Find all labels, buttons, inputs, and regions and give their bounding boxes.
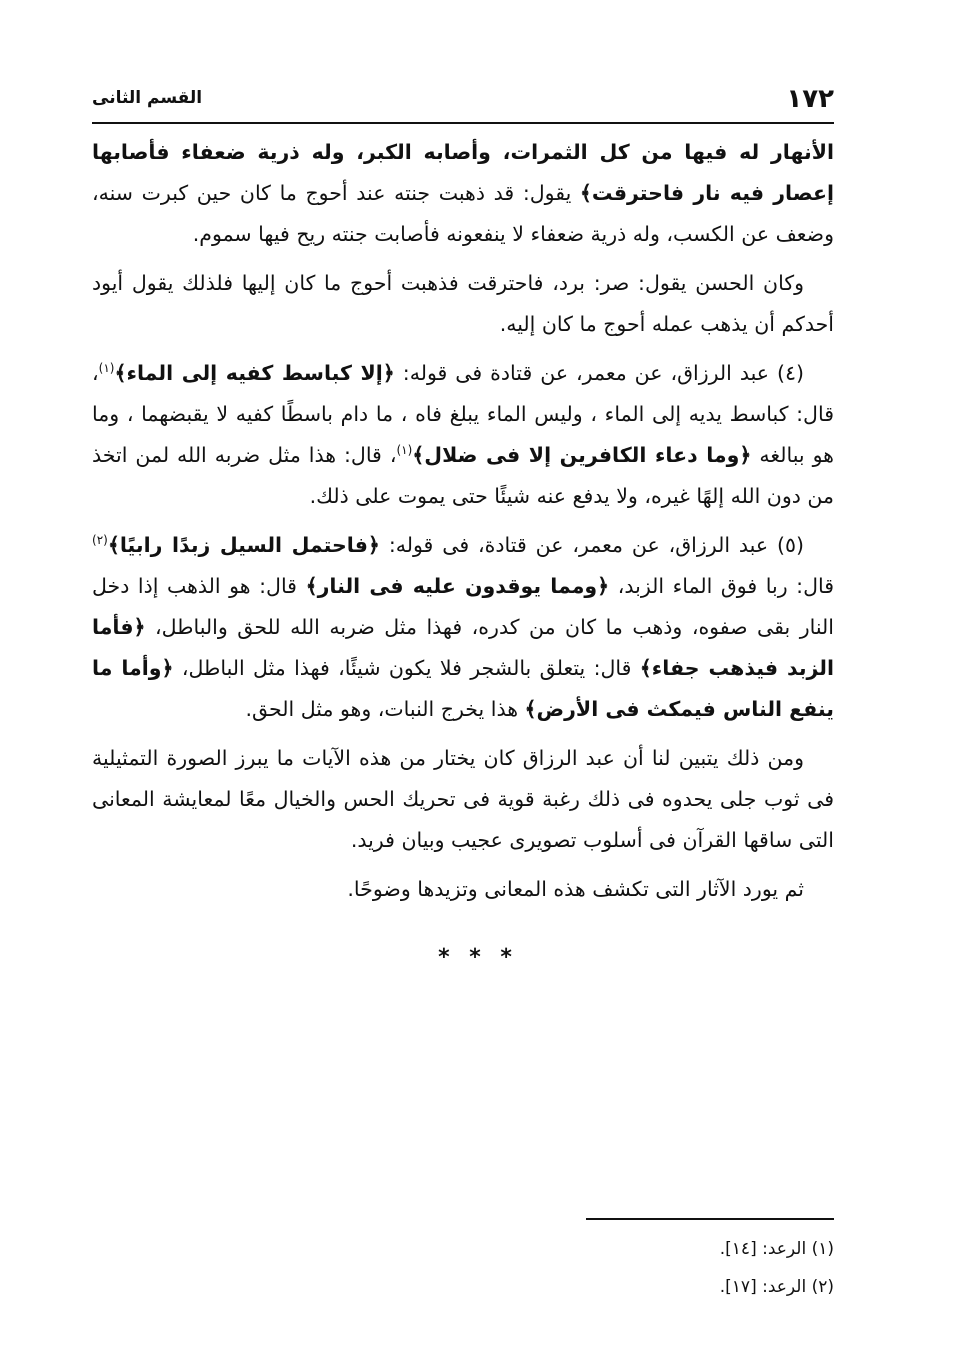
paragraph-text: ، قال: هذا مثل ضربه الله لمن اتخذ من دون الله إلهًا غيره، ولا يدفع عنه شيئًا حتى يموت على ذلك. (92, 443, 834, 508)
footnote-2: (٢) الرعد: [١٧]. (719, 1277, 834, 1297)
quran-quote: ﴿فأما الزبد فيذهب جفاء﴾ (92, 615, 834, 680)
paragraph-text: قال: يتعلق بالشجر فلا يكون شيئًا، فهذا مثل الباطل، (173, 656, 640, 680)
paragraph-6: ثم يورد الآثار التى تكشف هذه المعانى وتزيدها وضوحًا. (347, 877, 804, 901)
quran-quote: ﴿إلا كباسط كفيه إلى الماء﴾ (114, 361, 395, 385)
paragraph-1 (92, 132, 834, 255)
paragraph-text: قال: ربا فوق الماء الزبد، (609, 574, 835, 598)
quran-quote: ﴿ومما يوقدون عليه فى النار﴾ (305, 574, 610, 598)
paragraph-3 (92, 353, 834, 517)
footnote-marker: (١) (396, 443, 413, 458)
page-header (92, 78, 834, 124)
paragraph-text: (٤) عبد الرزاق، عن معمر، عن قتادة فى قوله: (394, 361, 804, 385)
quran-quote: الأنهار له فيها من كل الثمرات، وأصابه الكبر، وله ذرية ضعفاء فأصابها إعصار فيه نار فاحترقت﴾ (92, 140, 834, 205)
section-separator: * * * (438, 945, 518, 970)
footnotes (434, 1230, 834, 1306)
footnote-1: (١) الرعد: [١٤]. (719, 1239, 834, 1259)
paragraph-text: هذا يخرج النبات، وهو مثل الحق. (245, 697, 525, 721)
paragraph-text: ، قال: كباسط يديه إلى الماء ، وليس الماء يبلغ فاه ، ما دام باسطًا كفيه لا يقبضهما ، وما هو ببالغه (92, 361, 834, 467)
footnote-divider (586, 1218, 834, 1220)
paragraph-2: وكان الحسن يقول: صر: برد، فاحترقت فذهبت أحوج ما كان إليها فلذلك يقول أيود أحدكم أن يذهب عمله أحوج ما كان إليه. (92, 271, 834, 336)
quran-quote: ﴿فاحتمل السيل زبدًا رابيًا﴾ (107, 533, 380, 557)
quran-quote: ﴿وأما ما ينفع الناس فيمكث فى الأرض﴾ (92, 656, 834, 721)
paragraph-text: يقول: قد ذهبت جنته عند أحوج ما كان حين كبرت سنه، وضعف عن الكسب، وله ذرية ضعفاء لا ينفعونه فأصابت جنته ريح فيها سموم. (92, 181, 834, 246)
paragraph-text: (٥) عبد الرزاق، عن معمر، عن قتادة، فى قوله: (379, 533, 805, 557)
section-title: القسم الثانى (92, 88, 203, 108)
quran-quote: ﴿وما دعاء الكافرين إلا فى ضلال﴾ (412, 443, 752, 467)
main-text (92, 132, 834, 918)
footnote-marker: (١) (98, 361, 115, 376)
footnote-marker: (٢) (92, 533, 108, 548)
paragraph-4 (92, 525, 834, 730)
paragraph-text: قال: هو الذهب إذا دخل النار بقى صفوه، وذهب ما كان من كدره، فهذا مثل ضربه الله للحق والباطل، (92, 574, 834, 639)
paragraph-5: ومن ذلك يتبين لنا أن عبد الرزاق كان يختار من هذه الآيات ما يبرز الصورة التمثيلية فى ثوب جلى يحدوه فى ذلك رغبة قوية فى تحريك الحس والخيال معًا لمعايشة المعانى التى ساقها القرآن فى أسلوب تصويرى عجيب وبيان فريد. (92, 746, 834, 852)
page-number: ١٧٢ (786, 84, 834, 114)
